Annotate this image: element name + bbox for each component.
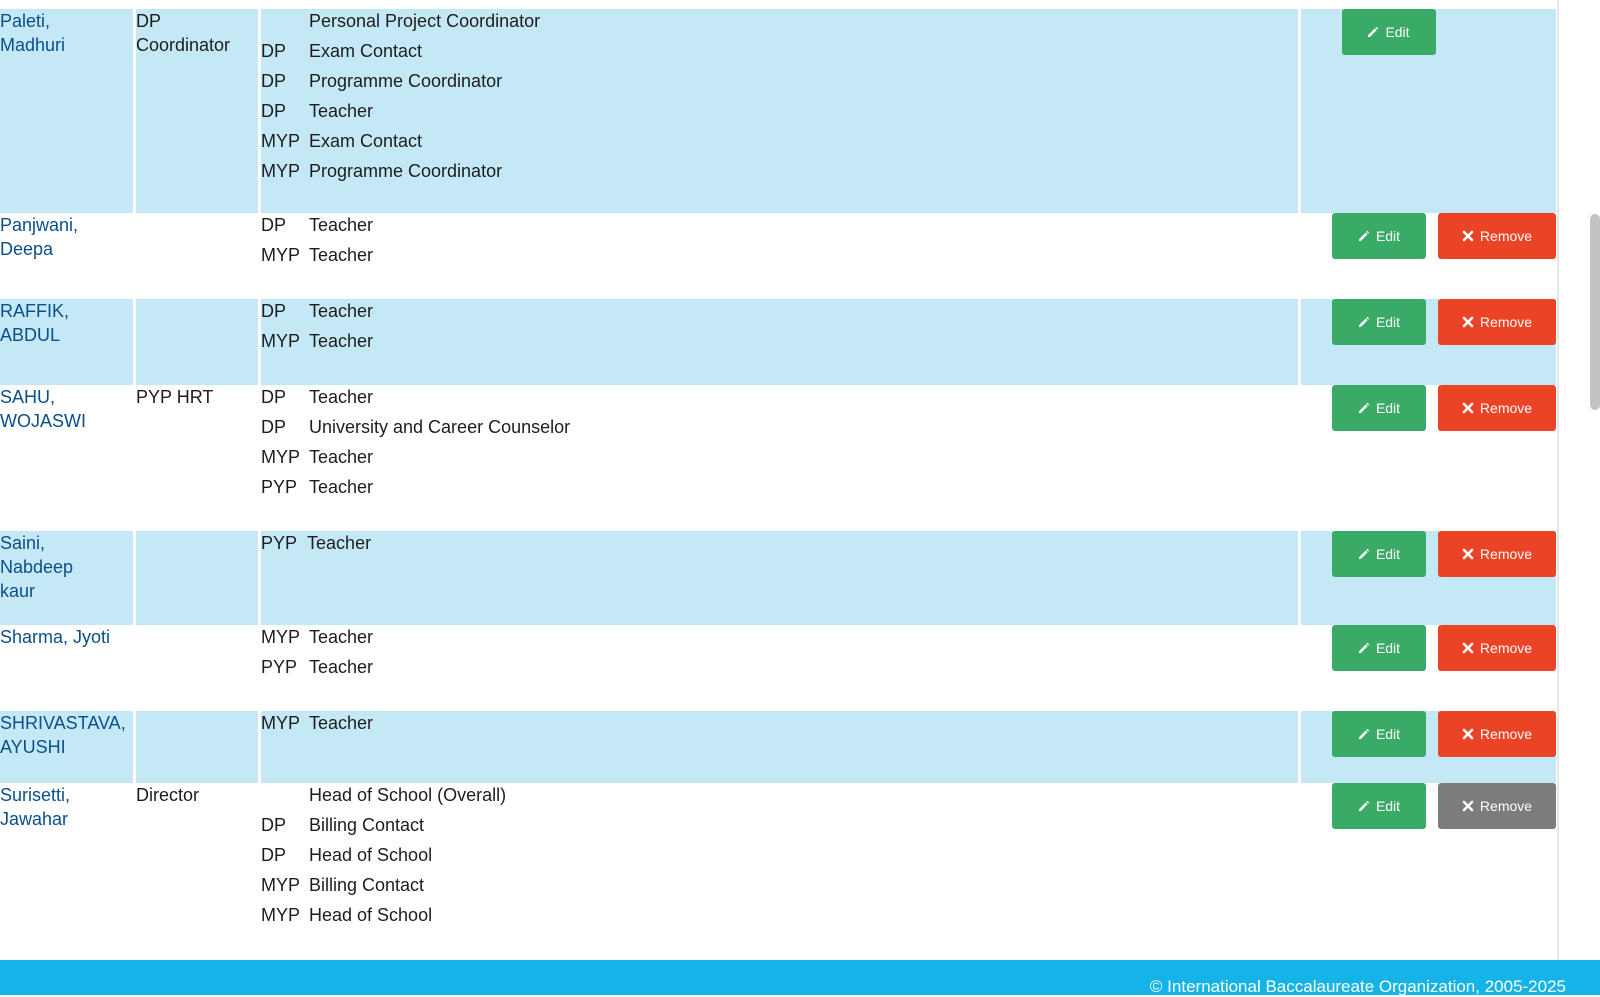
- roles-cell: [261, 299, 1301, 385]
- position-line: PYP HRT: [136, 387, 214, 407]
- role-name: Personal Project Coordinator: [309, 11, 541, 31]
- role-name: Teacher: [307, 533, 372, 553]
- role-name: Teacher: [309, 657, 374, 677]
- position-cell: [136, 385, 261, 531]
- name-cell: [0, 213, 136, 299]
- staff-name-link[interactable]: [0, 9, 133, 57]
- roles-cell: [261, 625, 1301, 711]
- role-item: [261, 240, 1298, 270]
- staff-name-link[interactable]: [0, 531, 133, 603]
- footer-copyright: © International Baccalaureate Organization, 2005-2025: [1149, 977, 1566, 996]
- roles-cell: [261, 385, 1301, 531]
- programme-code: MYP: [261, 161, 301, 181]
- row-actions: [1301, 531, 1556, 577]
- actions-cell: [1301, 299, 1556, 385]
- name-cell: [0, 711, 136, 783]
- role-item: [261, 622, 1298, 652]
- position-cell: [136, 625, 261, 711]
- role-name: Teacher: [309, 101, 374, 121]
- table-row: [0, 299, 1556, 385]
- remove-button[interactable]: [1438, 625, 1556, 671]
- programme-code: [261, 6, 309, 36]
- pencil-icon: [1358, 548, 1370, 560]
- actions-cell: [1301, 385, 1556, 531]
- roles-cell: [261, 531, 1301, 625]
- name-cell: [0, 299, 136, 385]
- position-line: Director: [136, 785, 200, 805]
- table-row: [0, 711, 1556, 783]
- row-actions: [1301, 783, 1556, 829]
- role-name: Teacher: [309, 331, 374, 351]
- position-line: Coordinator: [136, 35, 231, 55]
- remove-button-label: Remove: [1479, 798, 1533, 814]
- staff-name-line: Madhuri: [0, 35, 66, 55]
- row-actions: [1301, 9, 1556, 55]
- staff-name-line: RAFFIK,: [0, 301, 70, 321]
- remove-button-label: Remove: [1479, 400, 1533, 416]
- edit-button-label: Edit: [1375, 798, 1401, 814]
- edit-button-label: Edit: [1375, 314, 1401, 330]
- edit-button[interactable]: [1332, 783, 1426, 829]
- position-text: [136, 9, 258, 57]
- close-icon: [1462, 402, 1474, 414]
- name-cell: [0, 783, 136, 943]
- role-item: [261, 900, 1298, 930]
- staff-name-line: SAHU,: [0, 387, 56, 407]
- role-name: Teacher: [309, 713, 374, 733]
- remove-button[interactable]: [1438, 711, 1556, 757]
- programme-code: MYP: [261, 447, 301, 467]
- programme-code: PYP: [261, 533, 298, 553]
- pencil-icon: [1367, 26, 1379, 38]
- programme-code: DP: [261, 41, 287, 61]
- pencil-icon: [1358, 230, 1370, 242]
- table-row: [0, 531, 1556, 625]
- pencil-icon: [1358, 316, 1370, 328]
- roles-cell: [261, 783, 1301, 943]
- programme-code: MYP: [261, 131, 301, 151]
- role-item: [261, 442, 1298, 472]
- pencil-icon: [1358, 728, 1370, 740]
- pencil-icon: [1358, 642, 1370, 654]
- role-item: [261, 66, 1298, 96]
- staff-name-link[interactable]: [0, 711, 133, 759]
- actions-cell: [1301, 783, 1556, 943]
- actions-cell: [1301, 711, 1556, 783]
- role-name: Teacher: [309, 477, 374, 497]
- edit-button[interactable]: [1332, 299, 1426, 345]
- scrollbar-thumb[interactable]: [1590, 214, 1600, 410]
- role-name: Programme Coordinator: [309, 161, 503, 181]
- staff-name-line: Nabdeep: [0, 557, 74, 577]
- row-actions: [1301, 213, 1556, 259]
- role-name: Teacher: [309, 215, 374, 235]
- remove-button: [1438, 783, 1556, 829]
- staff-name-line: ABDUL: [0, 325, 61, 345]
- row-actions: [1301, 625, 1556, 671]
- programme-code: DP: [261, 387, 287, 407]
- position-cell: [136, 9, 261, 213]
- remove-button[interactable]: [1438, 213, 1556, 259]
- staff-name-link[interactable]: [0, 625, 133, 649]
- edit-button-label: Edit: [1375, 228, 1401, 244]
- programme-code: DP: [261, 301, 287, 321]
- position-cell: [136, 299, 261, 385]
- remove-button[interactable]: [1438, 531, 1556, 577]
- edit-button[interactable]: [1332, 531, 1426, 577]
- role-item: [261, 840, 1298, 870]
- remove-button-label: Remove: [1479, 640, 1533, 656]
- programme-code: DP: [261, 417, 287, 437]
- role-item: [261, 296, 1298, 326]
- edit-button-label: Edit: [1375, 546, 1401, 562]
- remove-button[interactable]: [1438, 299, 1556, 345]
- programme-code: DP: [261, 215, 287, 235]
- role-name: Exam Contact: [309, 41, 423, 61]
- role-name: Head of School: [309, 845, 433, 865]
- remove-button-label: Remove: [1479, 228, 1533, 244]
- staff-name-line: Deepa: [0, 239, 54, 259]
- role-name: Head of School: [309, 905, 433, 925]
- remove-button[interactable]: [1438, 385, 1556, 431]
- programme-code: MYP: [261, 875, 301, 895]
- actions-cell: [1301, 9, 1556, 213]
- staff-name-line: Panjwani,: [0, 215, 79, 235]
- role-name: Teacher: [309, 447, 374, 467]
- role-name: University and Career Counselor: [309, 417, 571, 437]
- role-item: [261, 780, 1298, 810]
- close-icon: [1462, 316, 1474, 328]
- staff-table: [0, 9, 1556, 943]
- table-row: [0, 213, 1556, 299]
- edit-button[interactable]: [1342, 9, 1436, 55]
- pencil-icon: [1358, 800, 1370, 812]
- edit-button[interactable]: [1332, 625, 1426, 671]
- programme-code: MYP: [261, 245, 301, 265]
- programme-code: MYP: [261, 905, 301, 925]
- table-row: [0, 625, 1556, 711]
- staff-name-line: Surisetti,: [0, 785, 71, 805]
- role-item: [261, 96, 1298, 126]
- remove-button-label: Remove: [1479, 314, 1533, 330]
- staff-name-link[interactable]: [0, 213, 133, 261]
- staff-name-line: AYUSHI: [0, 737, 66, 757]
- staff-name-line: SHRIVASTAVA,: [0, 713, 126, 733]
- position-cell: [136, 783, 261, 943]
- role-item: [261, 36, 1298, 66]
- staff-name-line: Paleti,: [0, 11, 51, 31]
- staff-name-line: Saini,: [0, 533, 46, 553]
- table-row: [0, 9, 1556, 213]
- position-text: [136, 783, 258, 807]
- roles-cell: [261, 213, 1301, 299]
- role-item: [261, 156, 1298, 186]
- role-name: Teacher: [309, 627, 374, 647]
- name-cell: [0, 625, 136, 711]
- close-icon: [1462, 548, 1474, 560]
- close-icon: [1462, 642, 1474, 654]
- edit-button-label: Edit: [1375, 726, 1401, 742]
- actions-cell: [1301, 531, 1556, 625]
- position-cell: [136, 711, 261, 783]
- name-cell: [0, 531, 136, 625]
- row-actions: [1301, 711, 1556, 757]
- close-icon: [1462, 728, 1474, 740]
- actions-cell: [1301, 625, 1556, 711]
- role-item: [261, 412, 1298, 442]
- edit-button[interactable]: [1332, 711, 1426, 757]
- role-item: [261, 210, 1298, 240]
- role-name: Teacher: [309, 301, 374, 321]
- programme-code: [261, 780, 309, 810]
- row-actions: [1301, 299, 1556, 345]
- remove-button-label: Remove: [1479, 546, 1533, 562]
- edit-button[interactable]: [1332, 213, 1426, 259]
- edit-button-label: Edit: [1375, 400, 1401, 416]
- role-item: [261, 652, 1298, 682]
- position-text: [136, 385, 258, 409]
- programme-code: DP: [261, 845, 287, 865]
- staff-name-line: Sharma, Jyoti: [0, 627, 111, 647]
- roles-cell: [261, 711, 1301, 783]
- programme-code: MYP: [261, 331, 301, 351]
- role-item: [261, 126, 1298, 156]
- role-item: [261, 326, 1298, 356]
- programme-code: MYP: [261, 627, 301, 647]
- table-row: [0, 385, 1556, 531]
- role-item: [261, 472, 1298, 502]
- programme-code: DP: [261, 101, 287, 121]
- staff-name-link[interactable]: [0, 385, 133, 433]
- role-item: [261, 382, 1298, 412]
- scrollbar-divider: [1557, 0, 1559, 995]
- scrollbar-track[interactable]: [1556, 0, 1600, 995]
- role-item: [261, 870, 1298, 900]
- role-name: Billing Contact: [309, 815, 425, 835]
- staff-name-link[interactable]: [0, 783, 133, 831]
- role-name: Exam Contact: [309, 131, 423, 151]
- actions-cell: [1301, 213, 1556, 299]
- edit-button-label: Edit: [1385, 24, 1410, 40]
- footer: [0, 960, 1600, 995]
- roles-cell: [261, 9, 1301, 213]
- programme-code: DP: [261, 71, 287, 91]
- remove-button-label: Remove: [1479, 726, 1533, 742]
- edit-button[interactable]: [1332, 385, 1426, 431]
- position-cell: [136, 531, 261, 625]
- close-icon: [1462, 230, 1474, 242]
- role-item: [261, 6, 1298, 36]
- programme-code: DP: [261, 815, 287, 835]
- table-row: [0, 783, 1556, 943]
- staff-name-line: kaur: [0, 581, 36, 601]
- edit-button-label: Edit: [1375, 640, 1401, 656]
- position-line: DP: [136, 11, 162, 31]
- close-icon: [1462, 800, 1474, 812]
- role-name: Billing Contact: [309, 875, 425, 895]
- position-cell: [136, 213, 261, 299]
- staff-table-body: [0, 9, 1556, 943]
- staff-name-line: Jawahar: [0, 809, 69, 829]
- pencil-icon: [1358, 402, 1370, 414]
- role-name: Teacher: [309, 387, 374, 407]
- programme-code: PYP: [261, 477, 298, 497]
- row-actions: [1301, 385, 1556, 431]
- staff-name-line: WOJASWI: [0, 411, 86, 431]
- role-item: [261, 810, 1298, 840]
- programme-code: PYP: [261, 657, 298, 677]
- programme-code: MYP: [261, 713, 301, 733]
- name-cell: [0, 9, 136, 213]
- role-name: Programme Coordinator: [309, 71, 503, 91]
- role-item: [261, 528, 1298, 558]
- staff-name-link[interactable]: [0, 299, 133, 347]
- role-item: [261, 708, 1298, 738]
- role-name: Teacher: [309, 245, 374, 265]
- name-cell: [0, 385, 136, 531]
- role-name: Head of School (Overall): [309, 785, 507, 805]
